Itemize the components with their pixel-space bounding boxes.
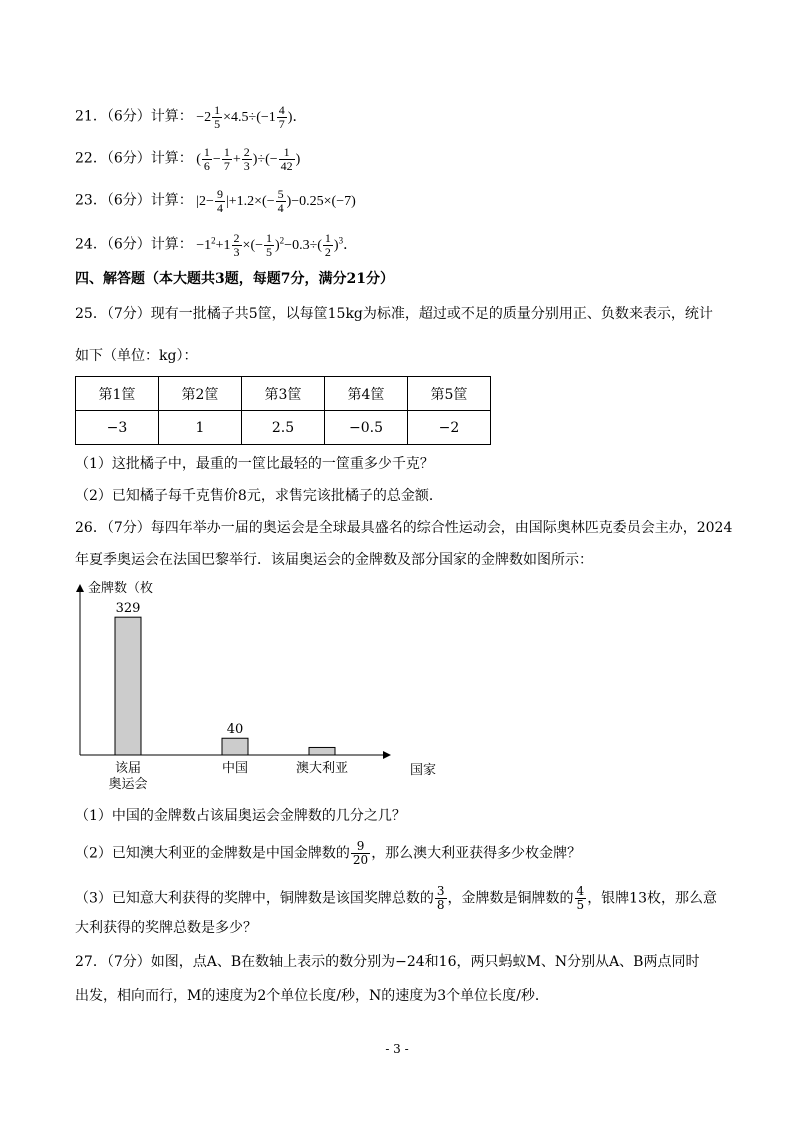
fraction: $\frac{1}{5}$ <box>214 103 221 131</box>
table-header: 第4筐 <box>325 377 408 411</box>
fraction: $\frac{2}{3}$ <box>233 230 240 259</box>
category-label: 该届 <box>114 761 142 776</box>
x-axis-label: 国家 <box>410 763 437 778</box>
section-heading: 四、解答题（本大题共3题，每题7分，满分21分） <box>75 271 394 287</box>
page-number: - 3 - <box>385 1042 409 1056</box>
question-27-text-2: 出发，相向而行，M的速度为2个单位长度/秒，N的速度为3个单位长度/秒． <box>75 988 549 1004</box>
fraction: $\frac{1}{7}$ <box>223 145 230 173</box>
question-25-text: 25．（7分）现有一批橘子共5筐，以每筐15kg为标准，超过或不足的质量分别用正、负数来表示，统计 <box>75 306 713 322</box>
question-21: 21．（6分）计算： −2 $\frac{1}{5}$ ×4.5÷(−1 $\frac{4}{7}$ )． <box>75 103 307 131</box>
question-24: 24．（6分）计算： $-1^2+1$ $\frac{2}{3}$ ×(− $\frac{1}{5}$ )$^2$−0.3÷( $\frac{1}{2}$ )$^3$． <box>75 230 358 259</box>
question-26-sub3-cont: 大利获得的奖牌总数是多少？ <box>75 920 257 936</box>
question-26-text: 26．（7分）每四年举办一届的奥运会是全球最具盛名的综合性运动会，由国际奥林匹克委员会主办，2024 <box>75 520 733 536</box>
medal-bar-chart <box>60 575 460 795</box>
table-cell: −3 <box>76 411 159 445</box>
fraction: $\frac{5}{4}$ <box>277 187 284 215</box>
fraction: $\frac{1}{2}$ <box>324 230 331 259</box>
bar-0 <box>115 617 141 755</box>
question-26-sub1: （1）中国的金牌数占该届奥运会金牌数的几分之几？ <box>75 808 406 824</box>
table-cell: 1 <box>159 411 242 445</box>
question-27-text: 27．（7分）如图，点A、B在数轴上表示的数分别为−24和16，两只蚂蚁M、N分别从A、B两点同时 <box>75 954 700 970</box>
fraction: $\frac{1}{42}$ <box>280 145 293 173</box>
fraction: $\frac{1}{5}$ <box>266 230 272 259</box>
fraction: $\frac{4}{7}$ <box>278 103 285 131</box>
fraction: $\frac{3}{8}$ <box>436 884 445 912</box>
table-header: 第3筐 <box>242 377 325 411</box>
question-25-sub2: （2）已知橘子每千克售价8元，求售完该批橘子的总金额． <box>75 488 443 504</box>
fraction: $\frac{4}{5}$ <box>576 884 585 912</box>
question-22: 22．（6分）计算： ( $\frac{1}{6}$ − $\frac{1}{7}$ + $\frac{2}{3}$ )÷(− $\frac{1}{42}$ ) <box>75 145 301 173</box>
y-axis-label: 金牌数（枚 <box>88 581 154 596</box>
question-25-sub1: （1）这批橘子中，最重的一筐比最轻的一筐重多少千克？ <box>75 456 434 472</box>
table-cell: −0.5 <box>325 411 408 445</box>
question-26-sub3: （3）已知意大利获得的奖牌中，铜牌数是该国奖牌总数的 $\frac{3}{8}$ ，金牌数是铜牌数的 $\frac{4}{5}$ ，银牌13枚，那么意 <box>75 884 718 912</box>
table-header: 第5筐 <box>408 377 491 411</box>
table-row <box>76 411 491 445</box>
category-label: 中国 <box>221 761 249 776</box>
table-header: 第2筐 <box>159 377 242 411</box>
question-25-unit: 如下（单位：kg）： <box>75 348 198 364</box>
category-label: 奥运会 <box>108 777 148 792</box>
data-label: 40 <box>226 722 244 738</box>
fraction: $\frac{9}{4}$ <box>216 187 223 215</box>
table-header: 第1筐 <box>76 377 159 411</box>
table-header-row <box>76 377 491 411</box>
basket-table <box>75 376 491 445</box>
table-cell: 2.5 <box>242 411 325 445</box>
data-label: 329 <box>115 601 141 617</box>
question-26-text-2: 年夏季奥运会在法国巴黎举行．该届奥运会的金牌数及部分国家的金牌数如图所示： <box>75 552 593 568</box>
category-label: 澳大利亚 <box>295 761 349 776</box>
bar-1 <box>222 738 248 755</box>
question-23: 23．（6分）计算： |2− $\frac{9}{4}$ |+1.2×(− $\frac{5}{4}$ )−0.25×(−7) <box>75 187 356 215</box>
table-cell: −2 <box>408 411 491 445</box>
bar-2 <box>309 747 335 755</box>
fraction: $\frac{2}{3}$ <box>243 145 250 173</box>
fraction: $\frac{9}{20}$ <box>352 839 369 867</box>
question-26-sub2: （2）已知澳大利亚的金牌数是中国金牌数的 $\frac{9}{20}$ ，那么澳大利亚获得多少枚金牌？ <box>75 839 582 867</box>
fraction: $\frac{1}{6}$ <box>203 145 210 173</box>
bars-group <box>108 601 348 792</box>
